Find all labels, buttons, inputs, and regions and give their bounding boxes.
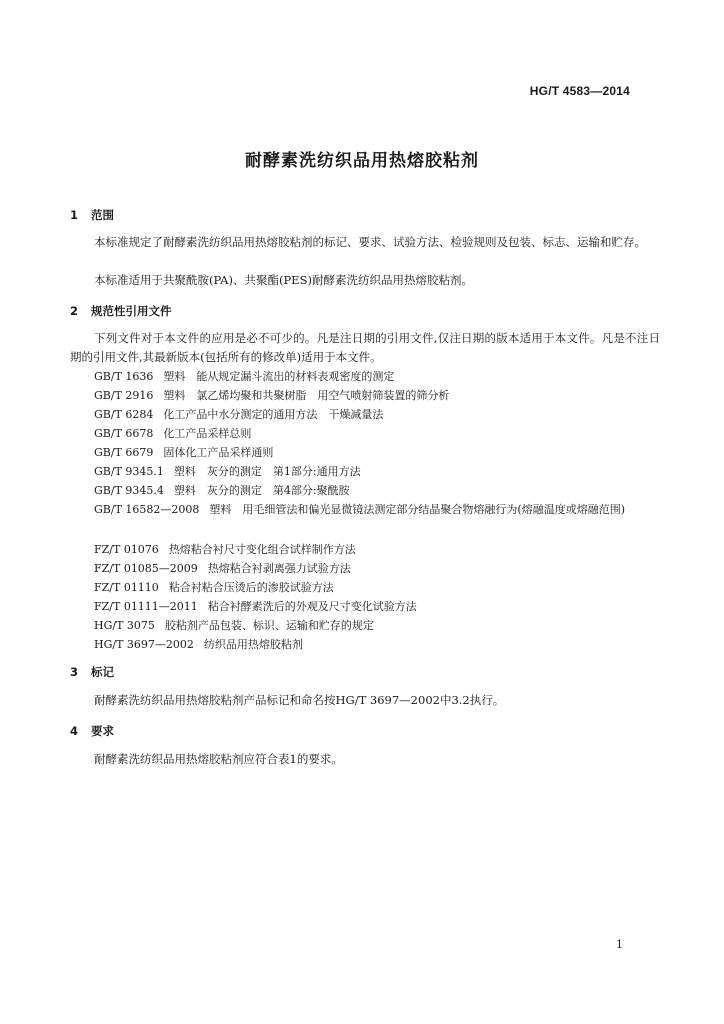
reference-title: 化工产品采样总则: [163, 427, 252, 440]
section-title: 规范性引用文件: [91, 304, 172, 318]
section-title: 范围: [91, 208, 114, 222]
section-number: 4: [70, 724, 79, 738]
reference-title: 胶粘剂产品包装、标识、运输和贮存的规定: [164, 619, 374, 632]
reference-title: 粘合衬酵素洗后的外观及尺寸变化试验方法: [207, 600, 417, 613]
reference-item: [94, 597, 660, 616]
reference-code: GB/T 6284: [94, 408, 154, 421]
reference-title: 塑料 能从规定漏斗流出的材料表观密度的测定: [163, 370, 395, 383]
reference-title: 粘合衬粘合压烫后的渗胶试验方法: [168, 581, 334, 594]
section-number: 2: [70, 304, 79, 318]
reference-item: [94, 367, 660, 386]
reference-item: [94, 578, 660, 597]
refs-intro: 下列文件对于本文件的应用是必不可少的。凡是注日期的引用文件,仅注日期的版本适用于本文件。凡是不注日期的引用文件,其最新版本(包括所有的修改单)适用于本文件。: [70, 331, 660, 364]
reference-item: [70, 500, 660, 519]
section-title: 要求: [91, 724, 114, 738]
section-title: 标记: [91, 665, 114, 679]
section-4-heading: [70, 723, 114, 739]
reference-code: FZ/T 01076: [94, 543, 159, 556]
reference-code: GB/T 2916: [94, 389, 154, 402]
reference-code: GB/T 1636: [94, 370, 154, 383]
reference-title: 塑料 灰分的测定 第4部分:聚酰胺: [173, 484, 350, 497]
section-1-heading: [70, 207, 114, 223]
requirements-paragraph: 耐酵素洗纺织品用热熔胶粘剂应符合表1的要求。: [94, 752, 343, 766]
reference-title: 塑料 灰分的测定 第1部分:通用方法: [173, 465, 361, 478]
reference-code: GB/T 6678: [94, 427, 154, 440]
reference-code: GB/T 9345.1: [94, 465, 164, 478]
scope-paragraph-1: 本标准规定了耐酵素洗纺织品用热熔胶粘剂的标记、要求、试验方法、检验规则及包装、标志、运输和贮存。: [94, 235, 646, 249]
reference-title: 化工产品中水分测定的通用方法 干燥减量法: [163, 408, 384, 421]
reference-item: [94, 559, 660, 578]
reference-code: GB/T 9345.4: [94, 484, 164, 497]
reference-item: [94, 481, 660, 500]
page-number: 1: [616, 938, 623, 951]
reference-item: [94, 424, 660, 443]
reference-item: [94, 386, 660, 405]
reference-code: HG/T 3075: [94, 619, 155, 632]
reference-item: [94, 462, 660, 481]
marking-paragraph: 耐酵素洗纺织品用热熔胶粘剂产品标记和命名按HG/T 3697—2002中3.2执行。: [94, 693, 505, 707]
section-number: 1: [70, 208, 79, 222]
reference-title: 纺织品用热熔胶粘剂: [203, 638, 303, 651]
document-title: 耐酵素洗纺织品用热熔胶粘剂: [245, 151, 479, 171]
reference-code: GB/T 6679: [94, 446, 154, 459]
standard-code: HG/T 4583—2014: [529, 84, 630, 98]
reference-title: 塑料 氯乙烯均聚和共聚树脂 用空气喷射筛装置的筛分析: [163, 389, 450, 402]
reference-title: 固体化工产品采样通则: [163, 446, 274, 459]
reference-code: FZ/T 01111—2011: [94, 600, 198, 613]
reference-code: HG/T 3697—2002: [94, 638, 194, 651]
reference-title: 热熔粘合衬尺寸变化组合试样制作方法: [168, 543, 356, 556]
reference-item: [94, 616, 660, 635]
reference-code: GB/T 16582—2008: [94, 503, 200, 516]
section-number: 3: [70, 665, 79, 679]
section-2-heading: [70, 303, 172, 319]
reference-code: FZ/T 01110: [94, 581, 159, 594]
reference-title: 塑料 用毛细管法和偏光显微镜法测定部分结晶聚合物熔融行为(熔融温度或熔融范围): [209, 503, 625, 516]
section-3-heading: [70, 664, 114, 680]
reference-item: [94, 405, 660, 424]
reference-code: FZ/T 01085—2009: [94, 562, 198, 575]
scope-paragraph-2: 本标准适用于共聚酰胺(PA)、共聚酯(PES)耐酵素洗纺织品用热熔胶粘剂。: [94, 273, 473, 287]
reference-item: [94, 540, 660, 559]
reference-item: [94, 635, 660, 654]
reference-item: [94, 443, 660, 462]
reference-title: 热熔粘合衬剥离强力试验方法: [207, 562, 351, 575]
